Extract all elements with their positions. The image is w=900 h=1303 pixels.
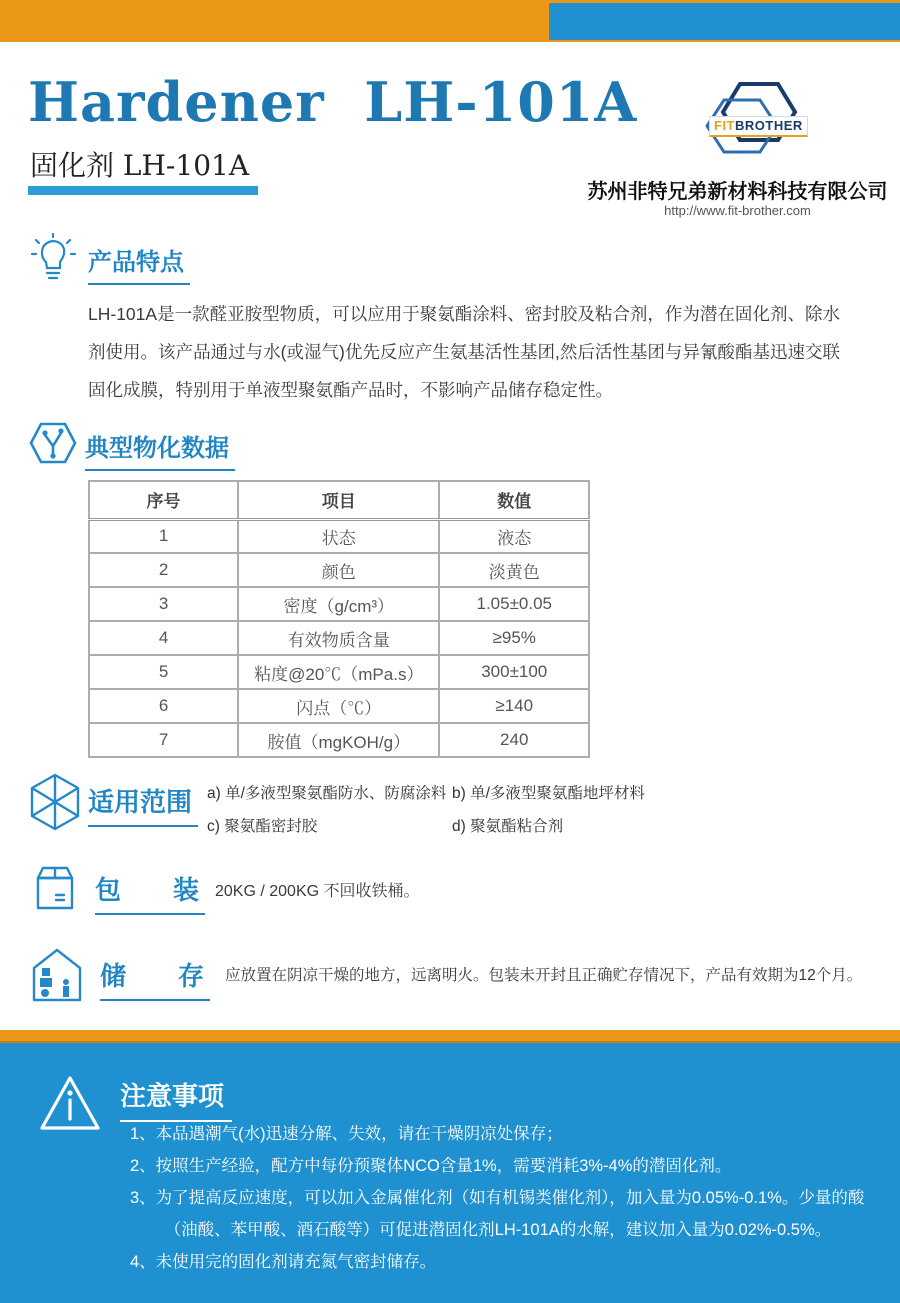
cell-no: 5 [89, 655, 238, 689]
packaging-body-text: 20KG / 200KG 不回收铁桶。 [215, 883, 420, 900]
cube-wireframe-icon [28, 772, 82, 837]
top-bar-blue-segment [549, 3, 900, 40]
section-heading-notes: 注意事项 [120, 1076, 232, 1122]
section-heading-data: 典型物化数据 [85, 428, 235, 471]
page-subtitle: 固化剂 LH-101A [30, 149, 250, 182]
features-body-text: LH-101A是一款醛亚胺型物质，可以应用于聚氨酯涂料、密封胶及粘合剂，作为潜在固化剂、除水剂使用。该产品通过与水(或湿气)优先反应产生氨基活性基团,然后活性基团与异氰酸酯基迅速交联固化成膜，特别用于单液型聚氨酯产品时，不影响产品储存稳定性。 [88, 304, 840, 400]
section-heading-packaging: 包 装 [95, 870, 205, 915]
cell-value: ≥140 [439, 689, 589, 723]
table-row [89, 723, 589, 757]
cell-no: 3 [89, 587, 238, 621]
company-name: 苏州非特兄弟新材料科技有限公司 [587, 181, 888, 203]
table-header-row [89, 481, 589, 519]
page-title: Hardener LH-101A [28, 70, 638, 134]
cell-item: 颜色 [238, 553, 439, 587]
logo-wordmark [709, 116, 808, 137]
table-row [89, 519, 589, 553]
cell-no: 2 [89, 553, 238, 587]
cell-no: 4 [89, 621, 238, 655]
cell-value: ≥95% [439, 621, 589, 655]
cell-value: 300±100 [439, 655, 589, 689]
scope-item-c: c) 聚氨酯密封胶 [207, 818, 318, 835]
top-bar [0, 0, 900, 42]
scope-item-b: b) 单/多液型聚氨酯地坪材料 [452, 785, 645, 802]
cell-value: 淡黄色 [439, 553, 589, 587]
cell-item: 粘度@20℃（mPa.s） [238, 655, 439, 689]
cell-value: 1.05±0.05 [439, 587, 589, 621]
cell-no: 6 [89, 689, 238, 723]
table-row [89, 689, 589, 723]
logo-brother-text: BROTHER [735, 118, 803, 133]
table-row [89, 553, 589, 587]
cell-value: 液态 [439, 519, 589, 553]
storage-body-text: 应放置在阴凉干燥的地方，远离明火。包装未开封且正确贮存情况下，产品有效期为12个月。 [225, 967, 863, 984]
company-logo [695, 80, 805, 170]
lightbulb-icon [30, 232, 78, 293]
cell-item: 密度（g/cm³） [238, 587, 439, 621]
cell-no: 7 [89, 723, 238, 757]
note-item-3: 3、为了提高反应速度，可以加入金属催化剂（如有机锡类催化剂），加入量为0.05%-0.1%。少量的酸（油酸、苯甲酸、酒石酸等）可促进潜固化剂LH-101A的水解，建议加入量为0.02%-0.5%。 [130, 1189, 865, 1239]
note-item-1: 1、本品遇潮气(水)迅速分解、失效，请在干燥阴凉处保存； [130, 1125, 563, 1143]
warehouse-icon [30, 946, 84, 1009]
box-icon [30, 862, 80, 921]
hexagon-molecule-icon [28, 418, 78, 473]
spec-table [88, 480, 590, 758]
notes-list [130, 1118, 886, 1278]
note-item-2: 2、按照生产经验，配方中每份预聚体NCO含量1%，需要消耗3%-4%的潜固化剂。 [130, 1157, 732, 1175]
cell-item: 胺值（mgKOH/g） [238, 723, 439, 757]
table-row [89, 587, 589, 621]
col-header-value: 数值 [439, 481, 589, 519]
cell-item: 有效物质含量 [238, 621, 439, 655]
col-header-item: 项目 [238, 481, 439, 519]
section-heading-storage: 储 存 [100, 956, 210, 1001]
footer-orange-divider [0, 1030, 900, 1043]
scope-item-d: d) 聚氨酯粘合剂 [452, 818, 564, 835]
cell-item: 闪点（℃） [238, 689, 439, 723]
cell-item: 状态 [238, 519, 439, 553]
table-row [89, 655, 589, 689]
section-heading-features: 产品特点 [88, 242, 190, 285]
logo-fit-text: FIT [714, 118, 735, 133]
cell-no: 1 [89, 519, 238, 553]
scope-item-a: a) 单/多液型聚氨酯防水、防腐涂料 [207, 785, 447, 802]
section-heading-scope: 适用范围 [88, 782, 198, 827]
subtitle-accent-bar [28, 186, 258, 195]
table-row [89, 621, 589, 655]
warning-icon [38, 1073, 102, 1140]
cell-value: 240 [439, 723, 589, 757]
note-item-4: 4、未使用完的固化剂请充氮气密封储存。 [130, 1253, 437, 1271]
col-header-no: 序号 [89, 481, 238, 519]
company-url[interactable]: http://www.fit-brother.com [664, 203, 811, 218]
